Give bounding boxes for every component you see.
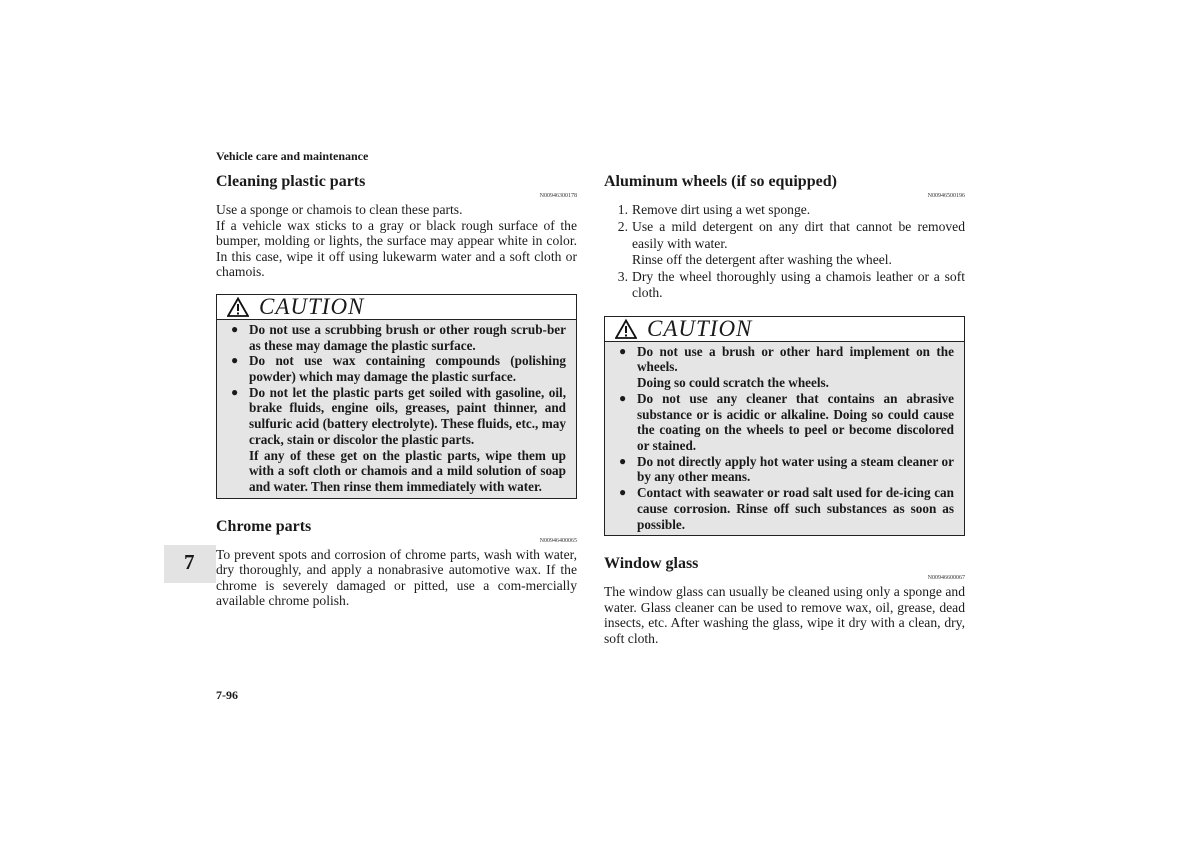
- section-code: N00946600067: [927, 575, 965, 582]
- running-header: Vehicle care and maintenance: [216, 149, 369, 163]
- caution-box-plastic: [216, 294, 577, 499]
- bullet-icon: ●: [619, 343, 627, 358]
- chapter-number: 7: [184, 550, 195, 574]
- caution-box-wheels: [604, 316, 965, 536]
- caution-item: ● Do not use any cleaner that contains an abrasive substance or is acidic or alkaline. Doing so could cause the coating on the wheels to peel or become discolored or stained.: [619, 390, 954, 453]
- warning-triangle-icon: [615, 319, 637, 339]
- paragraph: If a vehicle wax sticks to a gray or black rough surface of the bumper, molding or lights, the surface may appear white in color. In this case, wipe it off using lukewarm water and a soft cloth or chamois.: [216, 217, 577, 280]
- caution-body: [605, 342, 964, 535]
- caution-item: ● Do not let the plastic parts get soiled with gasoline, oil, brake fluids, engine oils, greases, paint thinner, and sulfuric acid (battery electrolyte). These fluids, etc., may crack, stain or discolor the plastic parts. If any of these get on the plastic parts, wipe them up with a soft cloth or chamois and a mild solution of soap and water. Then rinse them immediately with water.: [231, 384, 566, 494]
- bullet-icon: ●: [619, 485, 627, 500]
- step-item: 2. Use a mild detergent on any dirt that cannot be removed easily with water. Rinse off the detergent after washing the wheel.: [617, 219, 965, 267]
- paragraph: The window glass can usually be cleaned using only a sponge and water. Glass cleaner can be used to remove wax, oil, grease, dead insects, etc. After washing the glass, wipe it dry with a clean, dry, soft cloth.: [604, 584, 965, 646]
- step-item: 1. Remove dirt using a wet sponge.: [617, 202, 811, 217]
- warning-triangle-icon: [227, 297, 249, 317]
- section-title-plastic: Cleaning plastic parts: [216, 173, 366, 190]
- caution-header: [605, 317, 964, 342]
- section-title-wheels: Aluminum wheels (if so equipped): [604, 173, 837, 190]
- caution-title: CAUTION: [647, 315, 753, 341]
- bullet-icon: ●: [231, 353, 239, 368]
- bullet-icon: ●: [231, 321, 239, 336]
- caution-item: ● Do not directly apply hot water using a steam cleaner or by any other means.: [619, 453, 954, 485]
- caution-body: [217, 320, 576, 498]
- caution-item: ● Contact with seawater or road salt used for de-icing can cause corrosion. Rinse off such substances as soon as possible.: [619, 485, 954, 532]
- caution-followup: If any of these get on the plastic parts, wipe them up with a soft cloth or chamois and a mild solution of soap and water. Then rinse them immediately with water.: [249, 447, 566, 494]
- bullet-icon: ●: [619, 453, 627, 468]
- caution-followup: Doing so could scratch the wheels.: [637, 375, 829, 391]
- right-column: [604, 172, 965, 647]
- caution-item: ● Do not use a scrubbing brush or other rough scrub-ber as these may damage the plastic surface.: [231, 321, 566, 353]
- wheel-steps-list: [604, 202, 965, 302]
- paragraph: Use a sponge or chamois to clean these parts.: [216, 202, 463, 217]
- caution-item: ● Do not use a brush or other hard implement on the wheels. Doing so could scratch the wheels.: [619, 343, 954, 391]
- step-item: 3. Dry the wheel thoroughly using a chamois leather or a soft cloth.: [617, 269, 965, 301]
- page-number: 7-96: [216, 688, 238, 702]
- section-title-chrome: Chrome parts: [216, 517, 312, 535]
- bullet-icon: ●: [231, 384, 239, 399]
- caution-item: ● Do not use wax containing compounds (polishing powder) which may damage the plastic surface.: [231, 353, 566, 385]
- section-code: N00946500196: [927, 193, 965, 199]
- caution-title: CAUTION: [259, 293, 365, 319]
- paragraph: To prevent spots and corrosion of chrome parts, wash with water, dry thoroughly, and apply a nonabrasive automotive wax. If the chrome is severely damaged or pitted, use a com-mercially available chrome polish.: [216, 546, 577, 609]
- section-title-glass: Window glass: [604, 555, 699, 573]
- section-code: N00946300178: [539, 193, 577, 199]
- bullet-icon: ●: [619, 390, 627, 405]
- left-column: [216, 172, 577, 609]
- caution-header: [217, 295, 576, 320]
- section-code: N00946400065: [539, 537, 577, 544]
